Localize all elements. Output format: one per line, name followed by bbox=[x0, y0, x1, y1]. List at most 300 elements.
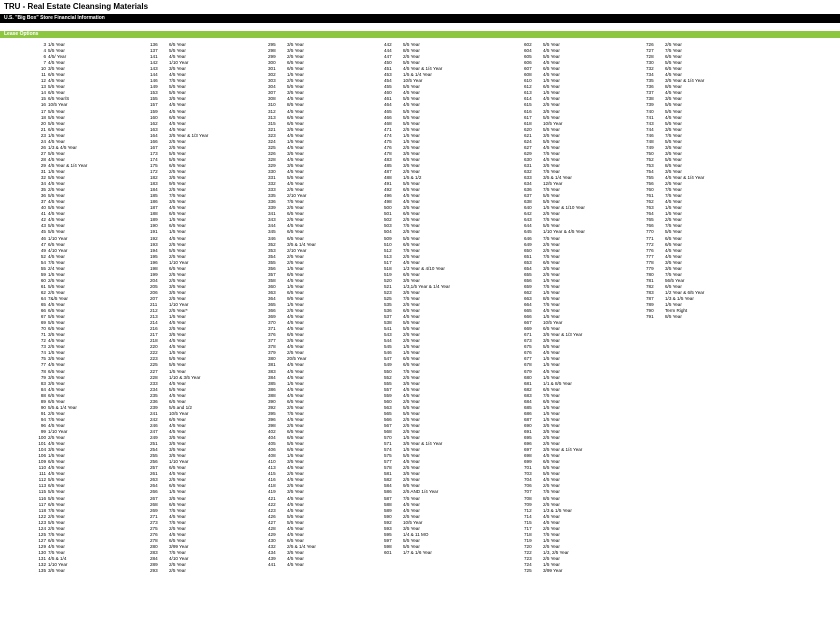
store-number: 491 bbox=[384, 181, 392, 187]
lease-option: 1/10 Year bbox=[169, 60, 189, 66]
store-number: 17 bbox=[40, 108, 46, 114]
store-number: 455 bbox=[384, 84, 392, 90]
lease-option: 4/5 Year bbox=[169, 392, 186, 398]
lease-option: 1/5 Year bbox=[543, 90, 560, 96]
lease-option: 4/5 & 1/4 bbox=[48, 555, 67, 561]
lease-option: 10/5 Year bbox=[169, 410, 189, 416]
store-number: 593 bbox=[384, 525, 392, 531]
store-number: 164 bbox=[150, 132, 158, 138]
store-number: 706 bbox=[524, 483, 532, 489]
lease-option: 1/5 Year bbox=[48, 350, 65, 356]
store-number: 358 bbox=[268, 277, 276, 283]
store-number: 112 bbox=[38, 477, 46, 483]
lease-option: 3/5 Year bbox=[543, 132, 560, 138]
store-number: 578 bbox=[384, 465, 392, 471]
store-number: 46 bbox=[40, 235, 46, 241]
store-number: 276 bbox=[150, 531, 158, 537]
lease-option: 6/5 Year bbox=[169, 398, 186, 404]
lease-option: 2/5 Year bbox=[543, 483, 560, 489]
lease-option: 4/5 Year bbox=[48, 302, 65, 308]
store-number: 588 bbox=[384, 501, 392, 507]
store-number: 21 bbox=[40, 126, 46, 132]
store-number: 760 bbox=[646, 187, 654, 193]
store-number: 620 bbox=[524, 126, 532, 132]
store-number: 590 bbox=[384, 513, 392, 519]
store-number: 130 bbox=[38, 549, 46, 555]
lease-option: 5/5 Year bbox=[48, 84, 65, 90]
lease-option: 6/5 Year bbox=[543, 66, 560, 72]
lease-option: 7/5 Year bbox=[169, 519, 186, 525]
store-number: 10 bbox=[40, 66, 46, 72]
store-number: 465 bbox=[384, 108, 392, 114]
lease-option: 5/5 Year bbox=[169, 386, 186, 392]
lease-option: 4/5 Year bbox=[287, 562, 304, 568]
lease-option: 4/5 Year bbox=[287, 465, 304, 471]
store-number: 111 bbox=[39, 471, 46, 477]
store-number: 502 bbox=[384, 217, 392, 223]
store-number: 624 bbox=[524, 138, 532, 144]
store-number: 685 bbox=[524, 404, 532, 410]
store-number: 69 bbox=[40, 320, 46, 326]
lease-option: 2/5 & 1/4 Year bbox=[287, 543, 316, 549]
store-number: 680 bbox=[524, 374, 532, 380]
store-number: 187 bbox=[150, 205, 158, 211]
lease-option: 1/5 Year bbox=[543, 289, 560, 295]
lease-option: 1/10 Year bbox=[48, 429, 68, 434]
table-row bbox=[268, 562, 398, 568]
store-number: 789 bbox=[646, 302, 654, 308]
store-number: 122 bbox=[38, 513, 46, 519]
lease-option: 1/5 Year bbox=[48, 42, 65, 47]
lease-option: 6/5 Year bbox=[665, 54, 682, 60]
lease-option: 6/5 Year bbox=[169, 162, 186, 168]
lease-option: 4/5 Year bbox=[169, 54, 186, 60]
lease-option: 4/5 Year bbox=[48, 156, 65, 162]
store-number: 605 bbox=[524, 54, 532, 60]
lease-option: 3/5 Year bbox=[287, 48, 304, 54]
lease-option: 5/5 Year bbox=[48, 114, 65, 120]
lease-option: 5/5 Year bbox=[403, 181, 420, 187]
store-number: 429 bbox=[268, 531, 276, 537]
lease-option: 6/5 Year bbox=[403, 211, 420, 217]
lease-option: 5/5 Year bbox=[543, 114, 560, 120]
store-number: 676 bbox=[524, 350, 532, 356]
store-number: 357 bbox=[268, 271, 276, 277]
lease-option: 5/5 Year bbox=[48, 477, 65, 483]
lease-option: 4/5 Year bbox=[287, 344, 304, 350]
lease-option: 3/5 Year bbox=[169, 453, 186, 459]
lease-option: 3/5 Year bbox=[403, 471, 420, 477]
store-number: 251 bbox=[150, 441, 158, 447]
store-number: 691 bbox=[524, 429, 532, 434]
store-number: 298 bbox=[268, 48, 276, 54]
lease-option: 1/3,1/5 Year & 1/4 Year bbox=[403, 283, 450, 289]
store-number: 386 bbox=[268, 386, 276, 392]
lease-option: 6/5 Year bbox=[287, 60, 304, 66]
lease-option: 8/5 Year bbox=[665, 84, 682, 90]
store-number: 787 bbox=[646, 295, 654, 301]
lease-option: 6/5 Year bbox=[287, 398, 304, 404]
store-number: 419 bbox=[268, 489, 276, 495]
store-number: 255 bbox=[150, 453, 158, 459]
store-number: 568 bbox=[384, 429, 392, 434]
section-title: Lease Options bbox=[4, 31, 39, 37]
lease-option: 2/5 AND 1/4 Year bbox=[403, 489, 439, 495]
lease-option: 5/5 Year bbox=[665, 120, 682, 126]
lease-option: 7/5 Year bbox=[403, 495, 420, 501]
store-number: 127 bbox=[38, 537, 46, 543]
lease-option: 1/3 & 1/5 Year bbox=[543, 507, 572, 513]
lease-option: 1/5 Year bbox=[403, 344, 420, 350]
store-number: 441 bbox=[268, 562, 276, 568]
lease-option: 4/5 Year bbox=[287, 507, 304, 513]
store-number: 131 bbox=[38, 555, 46, 561]
lease-option: 4/5 Year bbox=[543, 308, 560, 314]
store-number: 766 bbox=[646, 223, 654, 229]
store-number: 94 bbox=[40, 416, 46, 422]
store-number: 295 bbox=[268, 42, 276, 47]
lease-option: 4/5 Year bbox=[287, 416, 304, 422]
lease-option: 1/5 Year bbox=[287, 380, 304, 386]
store-number: 563 bbox=[384, 404, 392, 410]
store-number: 663 bbox=[524, 295, 532, 301]
lease-option: 2/5 Year bbox=[665, 42, 682, 47]
lease-option: 5/5 Year bbox=[169, 156, 186, 162]
store-number: 510 bbox=[384, 241, 392, 247]
lease-option: 6/5 Year bbox=[48, 308, 65, 314]
lease-option: 4/5 Year bbox=[48, 362, 65, 368]
lease-option: 5/5 Year bbox=[403, 326, 420, 332]
lease-option: 2/5 Year bbox=[403, 416, 420, 422]
lease-option: 5/5 Year bbox=[287, 519, 304, 525]
lease-option: 2/5 Year bbox=[169, 271, 186, 277]
store-number: 354 bbox=[268, 253, 276, 259]
lease-option: 4/5 Year bbox=[665, 199, 682, 205]
lease-option: 6/5 Year bbox=[403, 187, 420, 193]
lease-option: 56/5 Year bbox=[665, 277, 685, 283]
lease-option: 1/10 Year & 4/5 Year bbox=[543, 229, 585, 235]
lease-option: 4/5 Year bbox=[169, 320, 186, 326]
lease-option: 3/5 Year bbox=[48, 380, 65, 386]
store-number: 192 bbox=[150, 235, 158, 241]
store-number: 586 bbox=[384, 489, 392, 495]
store-number: 736 bbox=[646, 84, 654, 90]
lease-option: 1/1 & 8/5 Year bbox=[543, 380, 572, 386]
lease-option: 2/5 Year bbox=[287, 483, 304, 489]
lease-option: 7/5 Year bbox=[403, 295, 420, 301]
lease-option: 1/10 & 3/5 Year bbox=[169, 374, 201, 380]
store-number: 198 bbox=[150, 265, 158, 271]
store-number: 703 bbox=[524, 471, 532, 477]
lease-option: 5/5 Year bbox=[543, 193, 560, 199]
lease-option: 1/5 Year bbox=[543, 562, 560, 568]
store-number: 662 bbox=[524, 289, 532, 295]
store-number: 453 bbox=[384, 72, 392, 78]
lease-option: 7/5 Year bbox=[543, 187, 560, 193]
lease-option: 6/5 Year bbox=[169, 114, 186, 120]
store-number: 333 bbox=[268, 187, 276, 193]
store-number: 396 bbox=[268, 416, 276, 422]
store-number: 560 bbox=[384, 398, 392, 404]
store-number: 695 bbox=[524, 435, 532, 441]
lease-option: 5/5 Year bbox=[403, 108, 420, 114]
store-number: 423 bbox=[268, 507, 276, 513]
lease-option: 2/5 Year bbox=[543, 501, 560, 507]
lease-option: 5/5 Year bbox=[543, 138, 560, 144]
lease-option: 6/5 Year bbox=[48, 326, 65, 332]
store-number: 432 bbox=[268, 543, 276, 549]
lease-option: 6/5 Year bbox=[169, 223, 186, 229]
lease-option: 1/5 Year bbox=[169, 217, 186, 223]
store-number: 220 bbox=[150, 344, 158, 350]
lease-option: 4/5 Year bbox=[287, 132, 304, 138]
lease-option: 2/5 Year bbox=[169, 168, 186, 174]
lease-option: 4/5 Year bbox=[287, 477, 304, 483]
store-number: 141 bbox=[150, 54, 158, 60]
store-number: 142 bbox=[150, 60, 158, 66]
lease-option: 3/5 & 1/4 Year bbox=[543, 175, 572, 181]
lease-option: 4/5 Year bbox=[403, 459, 420, 465]
lease-option: 5/5 Year bbox=[543, 54, 560, 60]
lease-option: 6/5 Year bbox=[287, 429, 304, 434]
lease-option: 1/3 & 1/5 Year bbox=[665, 295, 694, 301]
lease-option: 6/5 Year bbox=[169, 483, 186, 489]
store-number: 447 bbox=[384, 54, 392, 60]
store-number: 405 bbox=[268, 441, 276, 447]
lease-option: 3/5 Year bbox=[665, 96, 682, 102]
lease-option: 6/5 Year bbox=[287, 271, 304, 277]
lease-option: 1/5 Year bbox=[403, 435, 420, 441]
store-number: 324 bbox=[268, 138, 276, 144]
store-number: 587 bbox=[384, 495, 392, 501]
store-number: 666 bbox=[524, 314, 532, 320]
lease-option: 5/5 Year bbox=[169, 356, 186, 362]
store-number: 513 bbox=[384, 253, 392, 259]
lease-option: 7/5 Year bbox=[665, 132, 682, 138]
store-number: 496 bbox=[384, 193, 392, 199]
lease-option: 4/5 Year bbox=[48, 199, 65, 205]
lease-option: 7/5 Year bbox=[665, 193, 682, 199]
store-number: 686 bbox=[524, 410, 532, 416]
store-number: 185 bbox=[150, 193, 158, 199]
lease-option: Term Right bbox=[665, 308, 688, 314]
lease-option: 2/5 Year bbox=[169, 562, 186, 568]
store-number: 723 bbox=[524, 555, 532, 561]
store-number: 371 bbox=[268, 326, 276, 332]
lease-option: 1/5 Year bbox=[287, 453, 304, 459]
lease-option: 6/5 Year bbox=[543, 386, 560, 392]
lease-option: 6/5 Year bbox=[543, 84, 560, 90]
store-number: 79 bbox=[40, 374, 46, 380]
store-number: 162 bbox=[150, 120, 158, 126]
store-number: 544 bbox=[384, 338, 392, 344]
store-number: 636 bbox=[524, 187, 532, 193]
lease-option: 5/5 Year bbox=[169, 84, 186, 90]
store-number: 536 bbox=[384, 308, 392, 314]
lease-option: 4/5 Year bbox=[287, 362, 304, 368]
lease-option: 2/5 Year bbox=[543, 543, 560, 549]
store-number: 328 bbox=[268, 156, 276, 162]
lease-option: 8/5 Year bbox=[543, 295, 560, 301]
store-number: 734 bbox=[646, 72, 654, 78]
lease-option: 1/2 Year & 6/5 Year bbox=[665, 289, 705, 295]
lease-option: 2/5 Year bbox=[48, 289, 65, 295]
table-row bbox=[150, 568, 280, 574]
lease-option: 3/5 Year bbox=[169, 332, 186, 338]
store-number: 204 bbox=[150, 277, 158, 283]
store-number: 72 bbox=[40, 338, 46, 344]
store-number: 183 bbox=[150, 181, 158, 187]
lease-option: 2/5 Year bbox=[287, 78, 304, 84]
store-number: 115 bbox=[38, 489, 46, 495]
lease-option: 5/5 Year bbox=[48, 320, 65, 326]
lease-option: 3/5 Year bbox=[169, 66, 186, 72]
lease-option: 3/5 Year bbox=[169, 96, 186, 102]
store-number: 598 bbox=[384, 543, 392, 549]
lease-option: 6/5 Year bbox=[169, 416, 186, 422]
lease-option: 5/5 and 1/2 bbox=[169, 404, 192, 410]
store-number: 604 bbox=[524, 48, 532, 54]
lease-option: 6/5 Year bbox=[48, 392, 65, 398]
store-number: 644 bbox=[524, 223, 532, 229]
lease-option: 4/5 Year bbox=[665, 114, 682, 120]
lease-option: 2/5 Year bbox=[169, 187, 186, 193]
store-number: 207 bbox=[150, 295, 158, 301]
store-number: 454 bbox=[384, 78, 392, 84]
lease-option: 7/5 Year bbox=[169, 78, 186, 84]
lease-option: 3/5 Year & 1/4 Year bbox=[665, 78, 705, 84]
lease-option: 1/5 Year bbox=[169, 368, 186, 374]
store-number: 770 bbox=[646, 229, 654, 235]
store-number: 520 bbox=[384, 277, 392, 283]
store-number: 360 bbox=[268, 283, 276, 289]
store-number: 37 bbox=[40, 199, 46, 205]
lease-option: 4/5 Year bbox=[48, 422, 65, 428]
lease-option: 5/5 Year bbox=[543, 465, 560, 471]
store-number: 235 bbox=[150, 392, 158, 398]
lease-option: 5/5 Year bbox=[169, 90, 186, 96]
lease-option: 3/99 Year bbox=[169, 543, 189, 549]
store-number: 627 bbox=[524, 144, 532, 150]
store-number: 155 bbox=[150, 96, 158, 102]
lease-option: 2/5 Year bbox=[403, 144, 420, 150]
store-number: 746 bbox=[646, 132, 654, 138]
lease-option: 6/5 Year bbox=[169, 465, 186, 471]
store-number: 353 bbox=[268, 247, 276, 253]
lease-option: 5/5 Year bbox=[665, 108, 682, 114]
store-number: 509 bbox=[384, 235, 392, 241]
lease-option: 2/5 Year bbox=[665, 217, 682, 223]
store-number: 655 bbox=[524, 271, 532, 277]
store-number: 313 bbox=[268, 114, 276, 120]
store-number: 724 bbox=[524, 562, 532, 568]
lease-option: 1/10 Year bbox=[169, 259, 189, 265]
lease-option: 1/5 Year bbox=[48, 271, 65, 277]
store-number: 732 bbox=[646, 66, 654, 72]
lease-option: 2/5 Year bbox=[169, 326, 186, 332]
store-number: 543 bbox=[384, 332, 392, 338]
store-number: 77 bbox=[40, 362, 46, 368]
store-number: 206 bbox=[150, 289, 158, 295]
lease-option: 2/5 Year bbox=[169, 295, 186, 301]
lease-option: 1/5 Year bbox=[665, 205, 682, 211]
lease-option: 5/5 Year bbox=[169, 362, 186, 368]
store-number: 27 bbox=[40, 150, 46, 156]
lease-option: 2/5 Year bbox=[403, 465, 420, 471]
lease-option: 6/5 Year bbox=[48, 483, 65, 489]
section-green-bar bbox=[0, 31, 840, 38]
store-number: 261 bbox=[150, 471, 158, 477]
lease-option: 10/5 Year bbox=[403, 519, 423, 525]
lease-option: 4/5 Year bbox=[48, 465, 65, 471]
store-number: 690 bbox=[524, 422, 532, 428]
store-number: 571 bbox=[384, 441, 392, 447]
lease-option: 3/5 Year & 1/4 Year bbox=[403, 441, 443, 447]
lease-option: 6/5 Year bbox=[543, 398, 560, 404]
store-number: 377 bbox=[268, 338, 276, 344]
store-number: 597 bbox=[384, 537, 392, 543]
store-number: 762 bbox=[646, 199, 654, 205]
store-number: 696 bbox=[524, 441, 532, 447]
store-number: 418 bbox=[268, 483, 276, 489]
store-number: 776 bbox=[646, 247, 654, 253]
lease-option: 6/5 Year bbox=[48, 459, 65, 465]
store-number: 278 bbox=[150, 537, 158, 543]
store-number: 73 bbox=[40, 344, 46, 350]
lease-column-6 bbox=[646, 42, 776, 320]
lease-option: 4/5 Year bbox=[169, 102, 186, 108]
lease-option: 5/5 Year bbox=[543, 42, 560, 47]
store-number: 643 bbox=[524, 217, 532, 223]
store-number: 779 bbox=[646, 265, 654, 271]
lease-option: 6/5 Year bbox=[665, 241, 682, 247]
lease-option: 5/5 Year bbox=[403, 537, 420, 543]
lease-option: 10/5 Year bbox=[543, 120, 563, 126]
store-number: 612 bbox=[524, 84, 532, 90]
store-number: 88 bbox=[40, 392, 46, 398]
store-number: 12 bbox=[40, 78, 46, 84]
store-number: 772 bbox=[646, 241, 654, 247]
lease-option: 1/5 Year bbox=[543, 78, 560, 84]
lease-option: 5/5 Year bbox=[48, 519, 65, 525]
store-number: 332 bbox=[268, 181, 276, 187]
store-number: 213 bbox=[150, 314, 158, 320]
store-number: 43 bbox=[40, 223, 46, 229]
store-number: 222 bbox=[150, 350, 158, 356]
lease-option: 4/5 Year bbox=[543, 513, 560, 519]
lease-option: 4/5 Year bbox=[403, 199, 420, 205]
store-number: 699 bbox=[524, 459, 532, 465]
lease-option: 6/5 Year bbox=[48, 90, 65, 96]
store-number: 384 bbox=[268, 374, 276, 380]
store-number: 791 bbox=[646, 314, 654, 320]
lease-option: 3/99 Year bbox=[543, 568, 563, 574]
lease-option: 4/5 Year & 1/4 Year bbox=[48, 162, 88, 168]
lease-option: 3/5 Year bbox=[48, 66, 65, 72]
store-number: 638 bbox=[524, 199, 532, 205]
store-number: 308 bbox=[268, 96, 276, 102]
store-number: 392 bbox=[268, 404, 276, 410]
store-number: 607 bbox=[524, 66, 532, 72]
store-number: 23 bbox=[40, 132, 46, 138]
store-number: 218 bbox=[150, 338, 158, 344]
store-number: 778 bbox=[646, 259, 654, 265]
store-number: 173 bbox=[150, 150, 158, 156]
lease-option: 2/5 Year bbox=[403, 229, 420, 235]
store-number: 331 bbox=[268, 175, 276, 181]
lease-option: 1/5 Year bbox=[48, 453, 65, 459]
lease-option: 4/5 Year bbox=[543, 144, 560, 150]
